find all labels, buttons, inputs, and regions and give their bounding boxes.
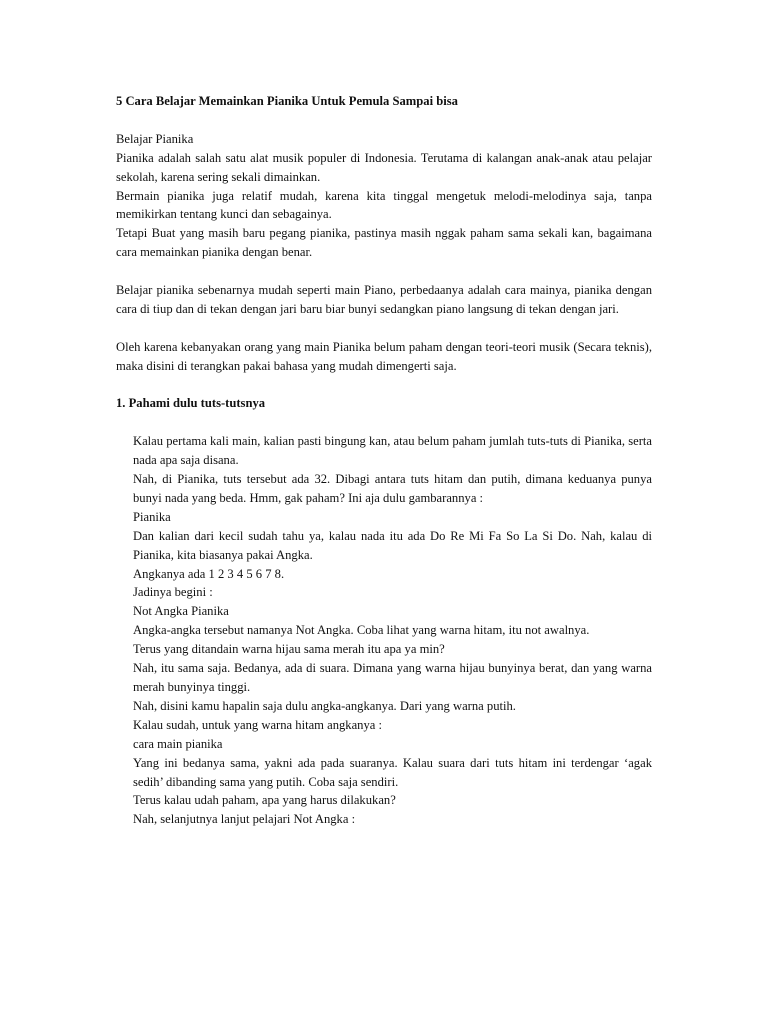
- section-1-line: Jadinya begini :: [133, 585, 213, 600]
- document-title: 5 Cara Belajar Memainkan Pianika Untuk Pemula Sampai bisa: [116, 94, 458, 108]
- intro-line-1: Belajar Pianika: [116, 131, 194, 146]
- section-1-line: cara main pianika: [133, 736, 223, 751]
- paragraph-3: Oleh karena kebanyakan orang yang main Pianika belum paham dengan teori-teori musik (Secara teknis), maka disini di terangkan pakai bahasa yang mudah dimengerti saja.: [116, 339, 652, 373]
- section-1-line: Nah, di Pianika, tuts tersebut ada 32. Dibagi antara tuts hitam dan putih, dimana keduanya punya bunyi nada yang beda. Hmm, gak paham? Ini aja dulu gambarannya :: [133, 472, 652, 505]
- section-1-line: Yang ini bedanya sama, yakni ada pada suaranya. Kalau suara dari tuts hitam ini terdengar ‘agak sedih’ dibanding sama yang putih. Coba saja sendiri.: [133, 755, 652, 789]
- intro-paragraph-2: Bermain pianika juga relatif mudah, karena kita tinggal mengetuk melodi-melodinya saja, tanpa memikirkan tentang kunci dan sebagainya.: [116, 188, 652, 222]
- intro-paragraph-3: Tetapi Buat yang masih baru pegang pianika, pastinya masih nggak paham sama sekali kan, bagaimana cara memainkan pianika dengan benar.: [116, 226, 652, 260]
- section-1-line: Dan kalian dari kecil sudah tahu ya, kalau nada itu ada Do Re Mi Fa So La Si Do. Nah, kalau di Pianika, kita biasanya pakai Angka.: [133, 528, 652, 562]
- section-1-line: Nah, selanjutnya lanjut pelajari Not Angka :: [133, 812, 356, 827]
- section-1-line: Kalau sudah, untuk yang warna hitam angkanya :: [133, 717, 383, 732]
- section-1-line: Nah, itu sama saja. Bedanya, ada di suara. Dimana yang warna hijau bunyinya berat, dan yang warna merah bunyinya tinggi.: [133, 661, 652, 695]
- paragraph-2: Belajar pianika sebenarnya mudah seperti main Piano, perbedaanya adalah cara mainya, pianika dengan cara di tiup dan di tekan dengan jari baru biar bunyi sedangkan piano langsung di tekan dengan jari.: [116, 283, 652, 316]
- spacer: [116, 319, 652, 338]
- spacer: [116, 262, 652, 281]
- section-1-line: Terus kalau udah paham, apa yang harus dilakukan?: [133, 793, 396, 808]
- spacer: [116, 413, 652, 432]
- section-1-body: [133, 432, 652, 829]
- spacer: [116, 376, 652, 395]
- section-1-line: Terus yang ditandain warna hijau sama merah itu apa ya min?: [133, 642, 445, 657]
- section-1-line: Not Angka Pianika: [133, 604, 229, 619]
- section-1-line: Angka-angka tersebut namanya Not Angka. Coba lihat yang warna hitam, itu not awalnya.: [133, 623, 590, 638]
- section-1-line: Pianika: [133, 509, 171, 524]
- section-1-line: Angkanya ada 1 2 3 4 5 6 7 8.: [133, 566, 285, 581]
- intro-paragraph-1: Pianika adalah salah satu alat musik populer di Indonesia. Terutama di kalangan anak-anak atau pelajar sekolah, karena sering sekali dimainkan.: [116, 150, 652, 184]
- document-page: [116, 92, 652, 829]
- section-1-line: Nah, disini kamu hapalin saja dulu angka-angkanya. Dari yang warna putih.: [133, 698, 516, 713]
- section-1-line: Kalau pertama kali main, kalian pasti bingung kan, atau belum paham jumlah tuts-tuts di Pianika, serta nada apa saja disana.: [133, 434, 652, 468]
- section-1-heading: 1. Pahami dulu tuts-tutsnya: [116, 396, 266, 411]
